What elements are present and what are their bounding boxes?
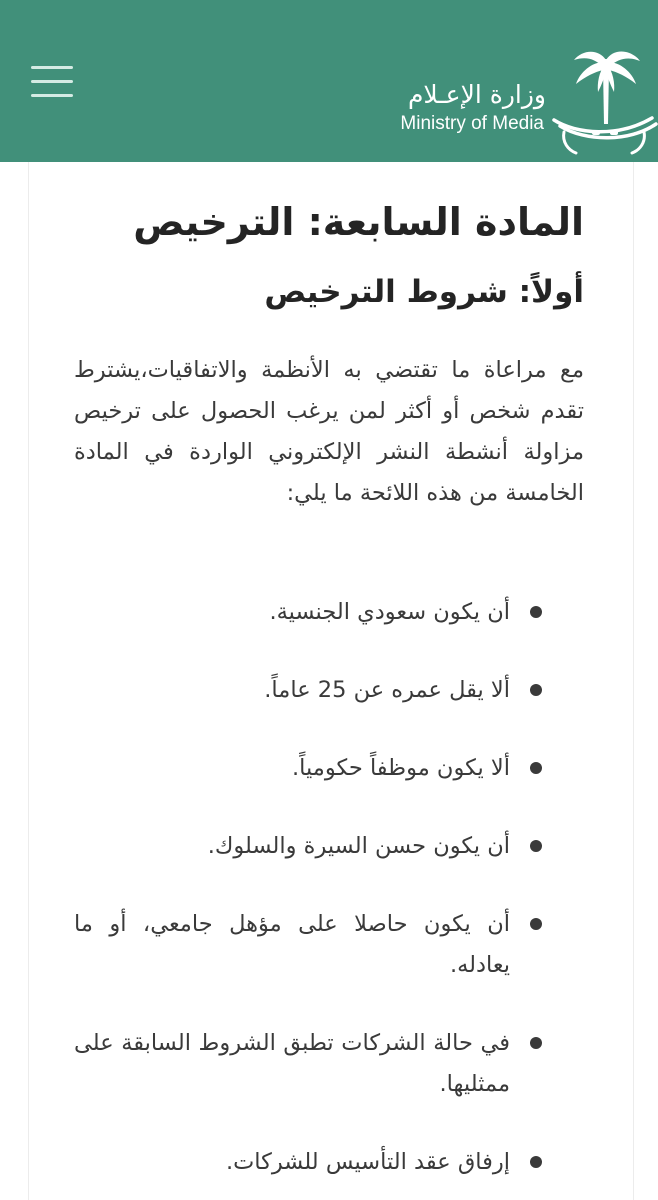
bullet-icon <box>530 1037 542 1049</box>
condition-text: ألا يكون موظفاً حكومياً. <box>291 755 510 781</box>
condition-text: إرفاق عقد التأسيس للشركات. <box>225 1149 510 1175</box>
condition-text: في حالة الشركات تطبق الشروط السابقة على ممثليها. <box>74 1030 510 1097</box>
condition-item <box>74 1142 554 1183</box>
menu-line <box>31 94 73 97</box>
ministry-name-arabic: وزارة الإعـلام <box>407 80 546 109</box>
bullet-icon <box>530 762 542 774</box>
ministry-name-english: Ministry of Media <box>400 113 544 134</box>
palm-and-swords-emblem-icon <box>548 46 658 164</box>
article-title: المادة السابعة: الترخيص <box>133 200 584 244</box>
condition-text: ألا يقل عمره عن 25 عاماً. <box>264 677 510 703</box>
bullet-icon <box>530 606 542 618</box>
bullet-icon <box>530 840 542 852</box>
condition-text: أن يكون سعودي الجنسية. <box>269 599 510 625</box>
bullet-icon <box>530 684 542 696</box>
hamburger-menu-icon[interactable] <box>28 62 76 102</box>
section-title: أولاً: شروط الترخيص <box>264 274 584 310</box>
condition-item <box>74 748 554 789</box>
bullet-icon <box>530 918 542 930</box>
condition-text: أن يكون حاصلا على مؤهل جامعي، أو ما يعادله. <box>74 911 510 978</box>
ministry-logo[interactable] <box>358 24 658 144</box>
condition-item <box>74 670 554 711</box>
condition-item <box>74 1023 554 1105</box>
menu-line <box>31 66 73 69</box>
condition-item <box>74 826 554 867</box>
intro-paragraph: مع مراعاة ما تقتضي به الأنظمة والاتفاقيات،يشترط تقدم شخص أو أكثر لمن يرغب الحصول على ترخيص مزاولة أنشطة النشر الإلكتروني الواردة في المادة الخامسة من هذه اللائحة ما يلي: <box>74 357 584 506</box>
condition-item <box>74 904 554 986</box>
condition-item <box>74 592 554 633</box>
condition-text: أن يكون حسن السيرة والسلوك. <box>207 833 510 859</box>
license-conditions-list <box>74 592 554 1183</box>
top-header <box>0 0 658 162</box>
bullet-icon <box>530 1156 542 1168</box>
menu-line <box>31 80 73 83</box>
